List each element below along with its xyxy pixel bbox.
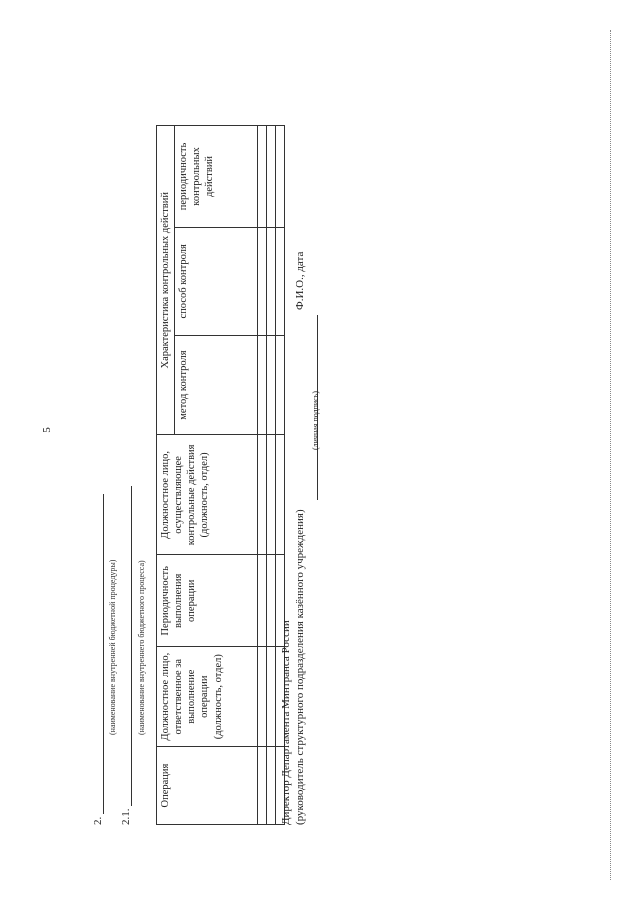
table-row <box>258 126 267 825</box>
table-cell <box>267 647 276 747</box>
header-control-frequency: периодичность контрольных действий <box>175 126 258 228</box>
name-date-label: Ф.И.О., дата <box>294 251 306 310</box>
table-cell <box>267 335 276 435</box>
table-cell <box>267 555 276 647</box>
process-caption: (наименование внутреннего бюджетного процесса) <box>137 560 146 735</box>
header-control-way: способ контроля <box>175 227 258 335</box>
table-cell <box>258 747 267 825</box>
table-cell <box>267 747 276 825</box>
table-row <box>267 126 276 825</box>
control-actions-table <box>156 125 285 825</box>
process-index: 2.1. <box>120 808 132 825</box>
header-responsible-person: Должностное лицо, ответственное за выполнение операции (должность, отдел) <box>157 647 258 747</box>
header-row-1 <box>157 126 175 825</box>
signature-subtitle: (руководитель структурного подразделения казённого учреждения) <box>294 509 306 825</box>
rotated-content <box>84 45 324 845</box>
page-number: 5 <box>40 427 53 433</box>
table-cell <box>258 647 267 747</box>
table-cell <box>267 435 276 555</box>
table-cell <box>276 227 285 335</box>
table-cell <box>276 335 285 435</box>
table-cell <box>276 435 285 555</box>
header-control-characteristics: Характеристика контрольных действий <box>157 126 175 435</box>
signature-caption: (личная подпись) <box>311 390 320 450</box>
scan-edge-mark <box>610 30 611 880</box>
header-control-method: метод контроля <box>175 335 258 435</box>
process-line <box>120 486 132 825</box>
table-cell <box>267 227 276 335</box>
process-blank <box>131 486 132 806</box>
table-cell <box>276 126 285 228</box>
header-controlling-person: Должностное лицо, осуществляющее контрольные действия (должность, отдел) <box>157 435 258 555</box>
signature-title: Директор Департамента Минтранса России <box>280 620 292 825</box>
procedure-line <box>92 494 104 825</box>
header-operation: Операция <box>157 747 258 825</box>
table-cell <box>267 126 276 228</box>
procedure-index: 2. <box>92 816 104 825</box>
table-cell <box>258 555 267 647</box>
procedure-blank <box>103 494 104 814</box>
header-operation-frequency: Периодичность выполнения операции <box>157 555 258 647</box>
table-cell <box>258 227 267 335</box>
procedure-caption: (наименование внутренней бюджетной процедуры) <box>108 559 117 735</box>
table-cell <box>258 435 267 555</box>
table-cell <box>258 335 267 435</box>
table-cell <box>258 126 267 228</box>
